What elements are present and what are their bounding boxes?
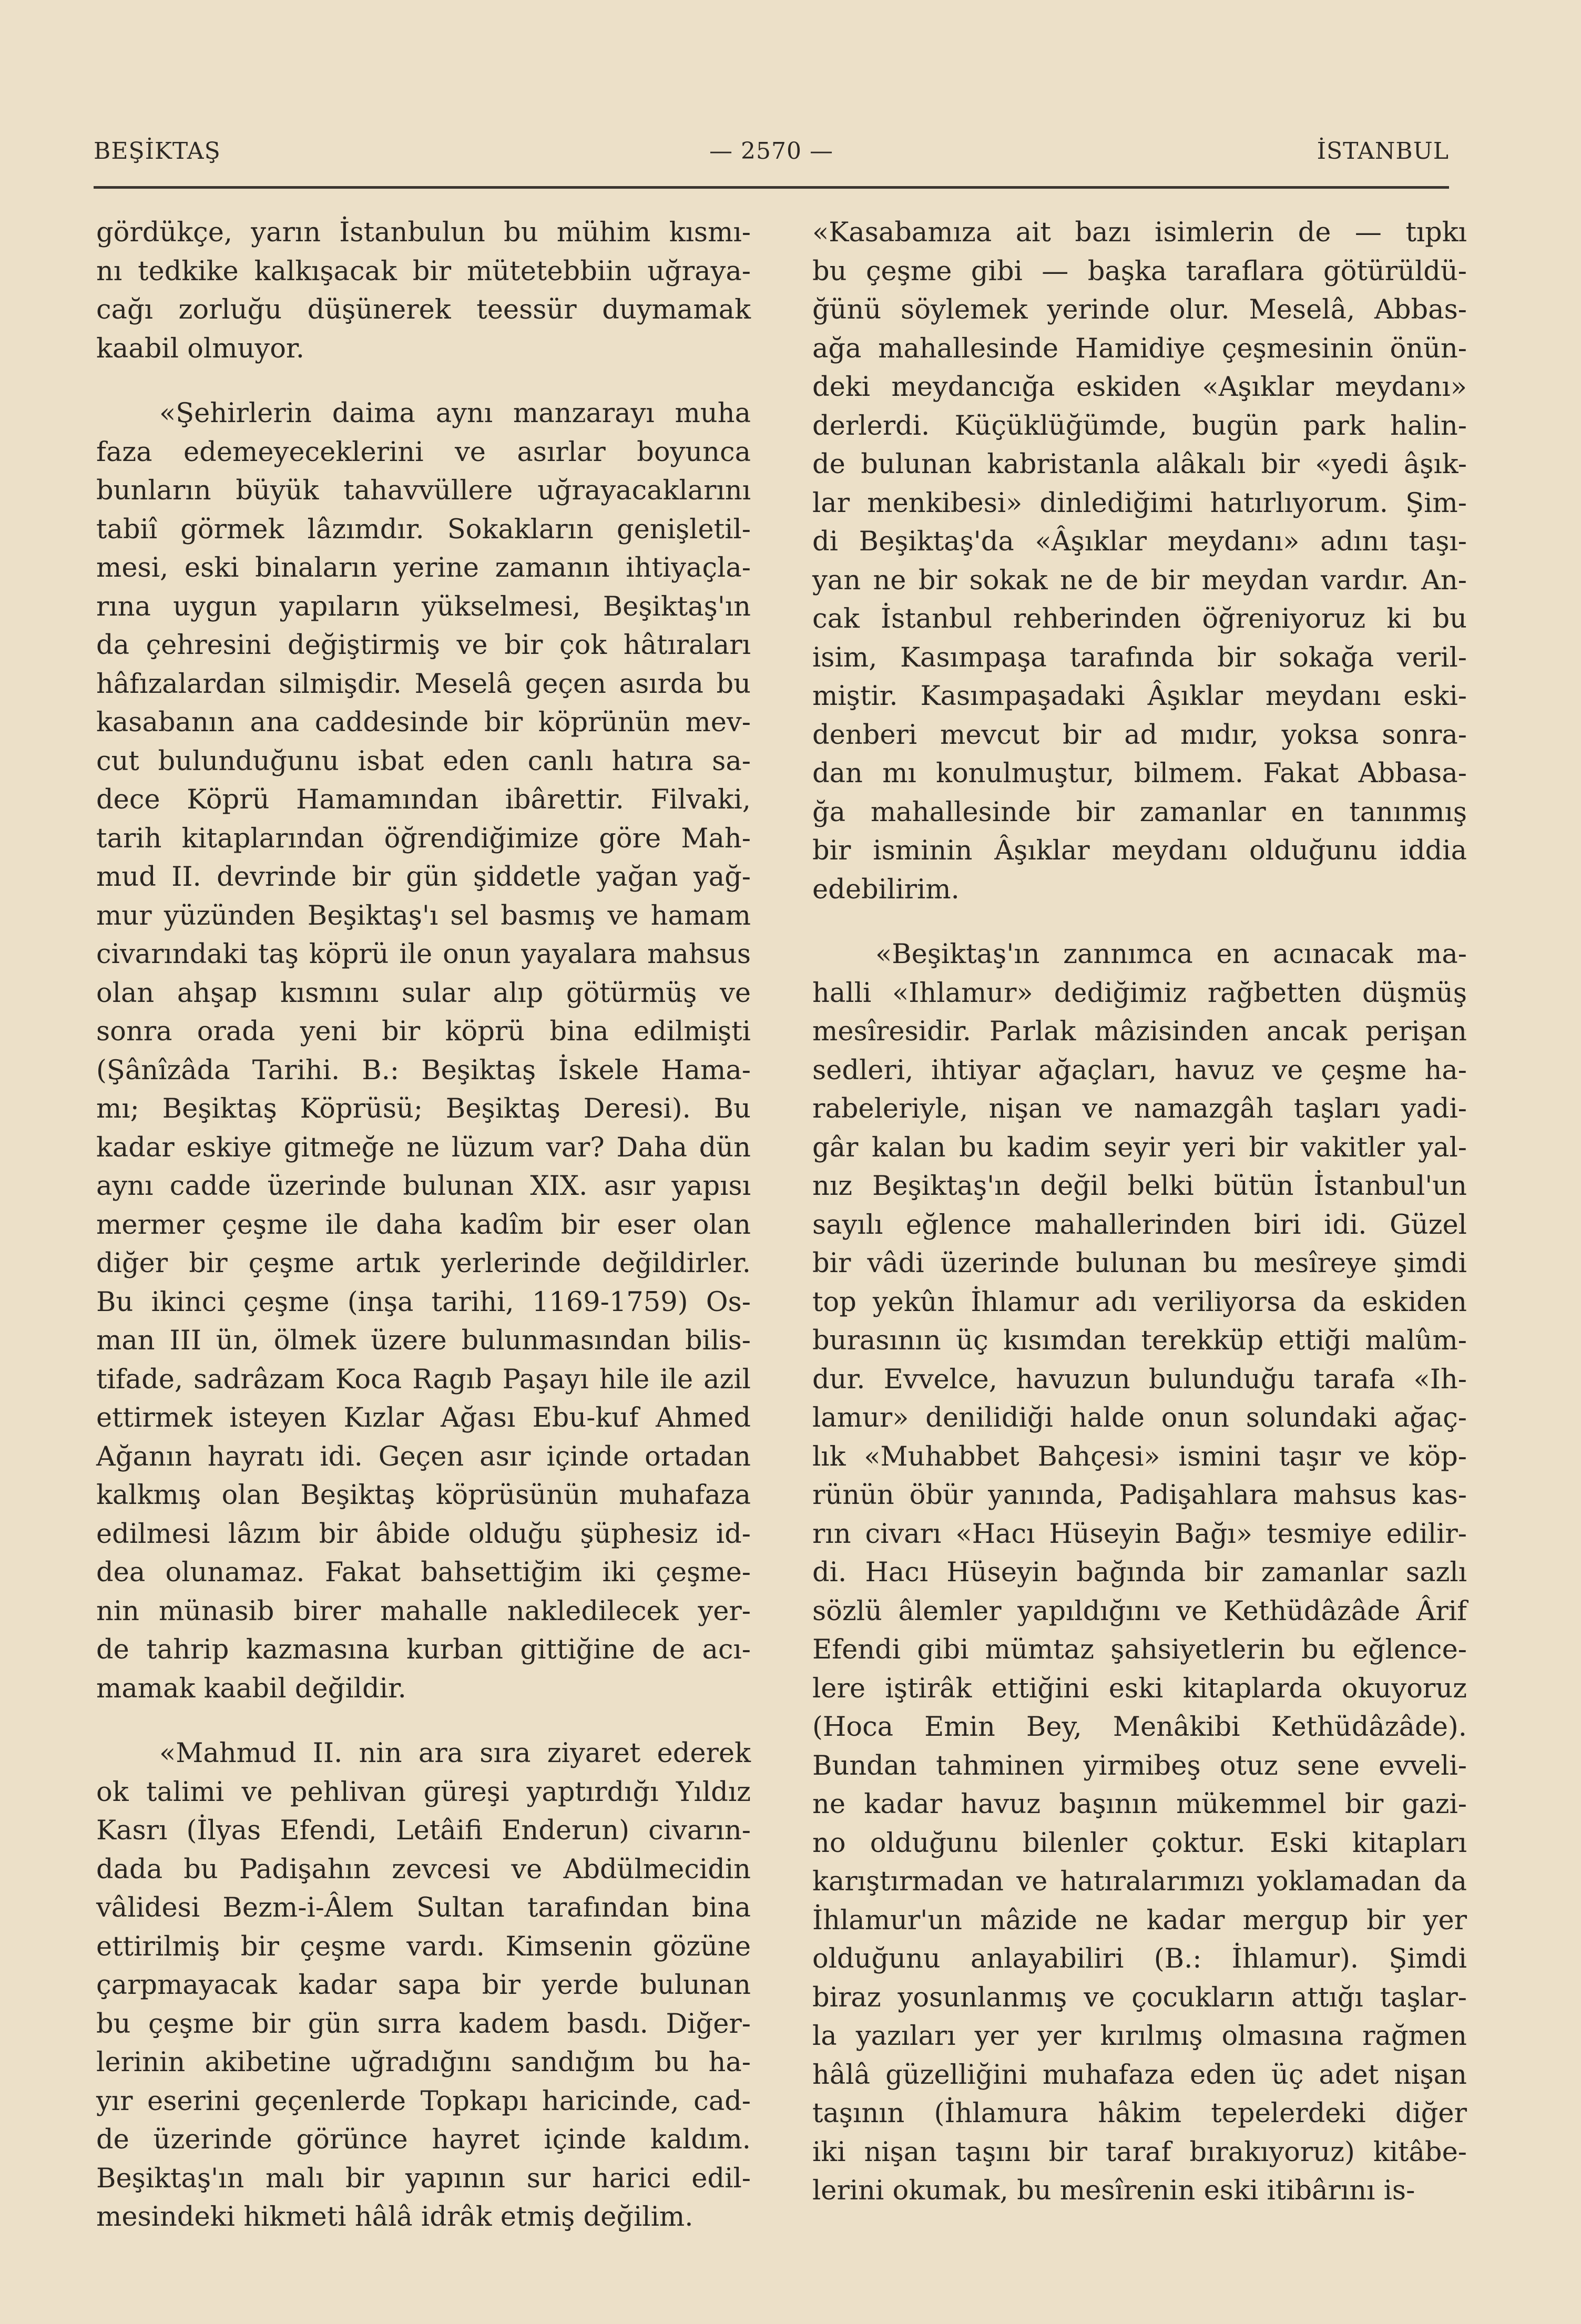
text-line: (Şânîzâda Tarihi. B.: Beşiktaş İskele Hama- xyxy=(96,1054,751,1086)
text-line: mermer çeşme ile daha kadîm bir eser olan xyxy=(96,1209,751,1241)
text-line: kasabanın ana caddesinde bir köprünün mev- xyxy=(96,707,751,738)
text-line: sayılı eğlence mahallerinden biri idi. Güzel xyxy=(812,1209,1467,1241)
text-line: dur. Evvelce, havuzun bulunduğu tarafa «Ih- xyxy=(812,1364,1467,1395)
text-line: tifade, sadrâzam Koca Ragıb Paşayı hile ile azil xyxy=(96,1364,751,1395)
text-line: kadar eskiye gitmeğe ne lüzum var? Daha dün xyxy=(96,1132,751,1163)
text-line: di. Hacı Hüseyin bağında bir zamanlar sazlı xyxy=(812,1557,1467,1588)
text-line: la yazıları yer yer kırılmış olmasına rağmen xyxy=(812,2021,1467,2052)
text-line: Efendi gibi mümtaz şahsiyetlerin bu eğlence- xyxy=(812,1634,1467,1665)
text-line: hâfızalardan silmişdir. Meselâ geçen asırda bu xyxy=(96,668,751,700)
text-line: bunların büyük tahavvüllere uğrayacaklarını xyxy=(96,475,751,506)
text-line: ettirilmiş bir çeşme vardı. Kimsenin gözüne xyxy=(96,1931,751,1962)
header-section-title: BEŞİKTAŞ xyxy=(94,138,221,165)
text-line: rünün öbür yanında, Padişahlara mahsus kas- xyxy=(812,1480,1467,1511)
text-line: denberi mevcut bir ad mıdır, yoksa sonra- xyxy=(812,719,1467,751)
text-line: ğa mahallesinde bir zamanlar en tanınmış xyxy=(812,796,1467,828)
text-line: Ağanın hayratı idi. Geçen asır içinde ortadan xyxy=(96,1441,751,1472)
text-line: diğer bir çeşme artık yerlerinde değildirler. xyxy=(96,1248,751,1279)
text-line: man III ün, ölmek üzere bulunmasından bilis- xyxy=(96,1325,751,1356)
text-line: lere iştirâk ettiğini eski kitaplarda okuyoruz xyxy=(812,1673,1467,1704)
paragraph xyxy=(812,935,1467,2210)
text-line: Beşiktaş'ın malı bir yapının sur harici edil- xyxy=(96,2163,751,2194)
text-line: Bundan tahminen yirmibeş otuz sene evveli- xyxy=(812,1750,1467,1782)
text-line: ğünü söylemek yerinde olur. Meselâ, Abbas- xyxy=(812,294,1467,325)
text-line: lar menkibesi» dinlediğimi hatırlıyorum. Şim- xyxy=(812,487,1467,519)
text-line: de üzerinde görünce hayret içinde kaldım. xyxy=(96,2124,751,2155)
text-line: lerinin akibetine uğradığını sandığım bu ha- xyxy=(96,2047,751,2078)
text-line: lık «Muhabbet Bahçesi» ismini taşır ve köp- xyxy=(812,1441,1467,1472)
text-line: rın civarı «Hacı Hüseyin Bağı» tesmiye edilir- xyxy=(812,1518,1467,1550)
text-line: mı; Beşiktaş Köprüsü; Beşiktaş Deresi). Bu xyxy=(96,1093,751,1124)
text-line: İhlamur'un mâzide ne kadar mergup bir yer xyxy=(812,1905,1467,1936)
text-line: aynı cadde üzerinde bulunan XIX. asır yapısı xyxy=(96,1171,751,1202)
text-line: nız Beşiktaş'ın değil belki bütün İstanbul'un xyxy=(812,1171,1467,1202)
header-rule xyxy=(94,186,1449,189)
text-line: yır eserini geçenlerde Topkapı haricinde, cad- xyxy=(96,2085,751,2117)
text-line: çarpmayacak kadar sapa bir yerde bulunan xyxy=(96,1970,751,2001)
text-line: cağı zorluğu düşünerek teessür duymamak xyxy=(96,294,751,325)
text-line: «Şehirlerin daima aynı manzarayı muha xyxy=(159,398,751,429)
text-line: nı tedkike kalkışacak bir mütetebbiin uğraya- xyxy=(96,255,751,287)
text-line: faza edemeyeceklerini ve asırlar boyunca xyxy=(96,436,751,468)
text-line: dan mı konulmuştur, bilmem. Fakat Abbasa- xyxy=(812,758,1467,789)
text-line: mud II. devrinde bir gün şiddetle yağan yağ- xyxy=(96,862,751,893)
text-line: bu çeşme bir gün sırra kadem basdı. Diğer- xyxy=(96,2008,751,2040)
page-header xyxy=(94,132,1449,169)
text-line: miştir. Kasımpaşadaki Âşıklar meydanı eski- xyxy=(812,681,1467,712)
text-line: bu çeşme gibi — başka taraflara götürüldü- xyxy=(812,255,1467,287)
text-line: halli «Ihlamur» dediğimiz rağbetten düşmüş xyxy=(812,977,1467,1009)
paragraph xyxy=(96,213,751,368)
text-line: rına uygun yapıların yükselmesi, Beşiktaş'ın xyxy=(96,591,751,622)
text-line: tarih kitaplarından öğrendiğimize göre Mah- xyxy=(96,823,751,854)
paragraph xyxy=(812,213,1467,909)
text-line: «Kasabamıza ait bazı isimlerin de — tıpkı xyxy=(812,217,1467,248)
text-line: yan ne bir sokak ne de bir meydan vardır. An- xyxy=(812,565,1467,596)
text-line: di Beşiktaş'da «Âşıklar meydanı» adını taşı- xyxy=(812,526,1467,557)
text-line: hâlâ güzelliğini muhafaza eden üç adet nişan xyxy=(812,2059,1467,2091)
text-line: dea olunamaz. Fakat bahsettiğim iki çeşme- xyxy=(96,1557,751,1588)
text-line: dece Köprü Hamamından ibârettir. Filvaki, xyxy=(96,784,751,815)
text-line: vâlidesi Bezm-i-Âlem Sultan tarafından bina xyxy=(96,1892,751,1923)
paragraph xyxy=(96,394,751,1708)
text-line: da çehresini değiştirmiş ve bir çok hâtıraları xyxy=(96,630,751,661)
text-line: tabiî görmek lâzımdır. Sokakların genişletil- xyxy=(96,514,751,545)
text-line: kalkmış olan Beşiktaş köprüsünün muhafaza xyxy=(96,1480,751,1511)
text-line: deki meydancığa eskiden «Aşıklar meydanı» xyxy=(812,372,1467,403)
text-line: karıştırmadan ve hatıralarımızı yoklamadan da xyxy=(812,1866,1467,1897)
text-line: nin münasib birer mahalle nakledilecek yer- xyxy=(96,1595,751,1627)
text-line: top yekûn İhlamur adı veriliyorsa da eskiden xyxy=(812,1286,1467,1318)
text-line: ağa mahallesinde Hamidiye çeşmesinin önün- xyxy=(812,333,1467,364)
text-line: lerini okumak, bu mesîrenin eski itibârını is- xyxy=(812,2175,1415,2206)
text-line: taşının (İhlamura hâkim tepelerdeki diğer xyxy=(812,2098,1467,2129)
text-line: «Mahmud II. nin ara sıra ziyaret ederek xyxy=(159,1738,751,1769)
text-line: ettirmek isteyen Kızlar Ağası Ebu-kuf Ahmed xyxy=(96,1402,751,1434)
text-line: kaabil olmuyor. xyxy=(96,333,304,364)
left-column xyxy=(96,213,751,2237)
right-column xyxy=(812,213,1467,2210)
text-line: sonra orada yeni bir köprü bina edilmişti xyxy=(96,1016,751,1047)
text-line: mesi, eski binaların yerine zamanın ihtiyaçla- xyxy=(96,552,751,583)
text-line: civarındaki taş köprü ile onun yayalara mahsus xyxy=(96,939,751,970)
text-line: olan ahşap kısmını sular alıp götürmüş ve xyxy=(96,977,751,1009)
text-line: Bu ikinci çeşme (inşa tarihi, 1169-1759) Os- xyxy=(96,1286,751,1318)
text-line: de bulunan kabristanla alâkalı bir «yedi âşık- xyxy=(812,449,1467,480)
text-line: sözlü âlemler yapıldığını ve Kethüdâzâde Ârif xyxy=(812,1595,1467,1627)
text-line: ne kadar havuz başının mükemmel bir gazi- xyxy=(812,1789,1467,1820)
text-line: (Hoca Emin Bey, Menâkibi Kethüdâzâde). xyxy=(812,1712,1467,1743)
text-line: «Beşiktaş'ın zannımca en acınacak ma- xyxy=(875,939,1467,970)
text-line: gâr kalan bu kadim seyir yeri bir vakitler yal- xyxy=(812,1132,1467,1163)
text-line: edebilirim. xyxy=(812,874,960,905)
text-line: mesîresidir. Parlak mâzisinden ancak perişan xyxy=(812,1016,1467,1047)
page-number: — 2570 — xyxy=(709,138,833,165)
text-line: gördükçe, yarın İstanbulun bu mühim kısmı- xyxy=(96,217,751,248)
text-line: mamak kaabil değildir. xyxy=(96,1673,406,1704)
text-line: no olduğunu bilenler çoktur. Eski kitapları xyxy=(812,1827,1467,1859)
text-line: de tahrip kazmasına kurban gittiğine de acı- xyxy=(96,1634,751,1665)
text-line: bir isminin Âşıklar meydanı olduğunu iddia xyxy=(812,835,1467,866)
paragraph xyxy=(96,1734,751,2237)
text-line: iki nişan taşını bir taraf bırakıyoruz) kitâbe- xyxy=(812,2136,1467,2168)
text-line: olduğunu anlayabiliri (B.: İhlamur). Şimdi xyxy=(812,1943,1467,1974)
text-line: lamur» denilidiği halde onun solundaki ağaç- xyxy=(812,1402,1467,1434)
text-line: cut bulunduğunu isbat eden canlı hatıra sa- xyxy=(96,745,751,777)
text-line: bir vâdi üzerinde bulunan bu mesîreye şimdi xyxy=(812,1248,1467,1279)
text-line: edilmesi lâzım bir âbide olduğu şüphesiz id- xyxy=(96,1518,751,1550)
text-line: sedleri, ihtiyar ağaçları, havuz ve çeşme ha- xyxy=(812,1054,1467,1086)
text-line: rabeleriyle, nişan ve namazgâh taşları yadi- xyxy=(812,1093,1467,1124)
text-line: dada bu Padişahın zevcesi ve Abdülmecidin xyxy=(96,1854,751,1885)
text-line: derlerdi. Küçüklüğümde, bugün park halin- xyxy=(812,410,1467,442)
text-line: cak İstanbul rehberinden öğreniyoruz ki bu xyxy=(812,603,1467,634)
text-line: Kasrı (İlyas Efendi, Letâifi Enderun) civarın- xyxy=(96,1815,751,1846)
header-volume-title: İSTANBUL xyxy=(1317,138,1449,165)
text-line: mesindeki hikmeti hâlâ idrâk etmiş değilim. xyxy=(96,2202,693,2233)
text-line: biraz yosunlanmış ve çocukların attığı taşlar- xyxy=(812,1982,1467,2013)
text-line: isim, Kasımpaşa tarafında bir sokağa veril- xyxy=(812,642,1467,673)
text-line: ok talimi ve pehlivan güreşi yaptırdığı Yıldız xyxy=(96,1776,751,1808)
text-line: mur yüzünden Beşiktaş'ı sel basmış ve hamam xyxy=(96,900,751,931)
text-line: burasının üç kısımdan terekküp ettiği malûm- xyxy=(812,1325,1467,1356)
